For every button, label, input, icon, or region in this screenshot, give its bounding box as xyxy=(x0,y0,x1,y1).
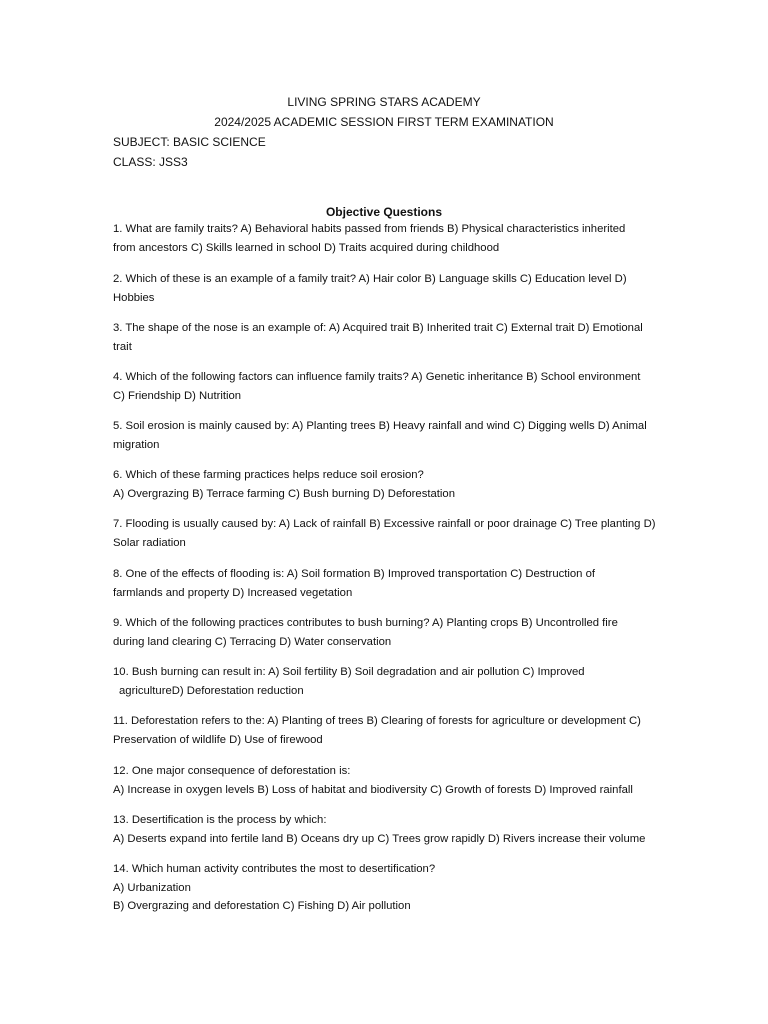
question-line: Solar radiation xyxy=(113,536,186,549)
question-line: A) Increase in oxygen levels B) Loss of habitat and biodiversity C) Growth of forests D) Improved rainfall xyxy=(113,783,633,796)
question-line: A) Deserts expand into fertile land B) Oceans dry up C) Trees grow rapidly D) Rivers increase their volume xyxy=(113,832,646,845)
question-3 xyxy=(113,319,648,356)
question-line: 3. The shape of the nose is an example of: A) Acquired trait B) Inherited trait C) External trait D) Emotional xyxy=(113,322,643,334)
question-1 xyxy=(113,220,648,257)
question-line: from ancestors C) Skills learned in school D) Traits acquired during childhood xyxy=(113,241,500,254)
question-2 xyxy=(113,270,648,307)
question-14 xyxy=(113,860,648,916)
question-13 xyxy=(113,811,648,848)
question-11 xyxy=(113,712,648,749)
question-line: 7. Flooding is usually caused by: A) Lack of rainfall B) Excessive rainfall or poor drainage C) Tree planting D) xyxy=(113,518,656,530)
question-line: migration xyxy=(113,438,160,451)
question-line: 9. Which of the following practices contributes to bush burning? A) Planting crops B) Uncontrolled fire xyxy=(113,617,618,629)
question-line: 2. Which of these is an example of a family trait? A) Hair color B) Language skills C) Education level D) xyxy=(113,273,627,285)
question-line: Hobbies xyxy=(113,291,155,304)
question-line: 6. Which of these farming practices helps reduce soil erosion? xyxy=(113,469,424,481)
question-7 xyxy=(113,515,656,552)
section-title: Objective Questions xyxy=(325,205,443,219)
question-line: 12. One major consequence of deforestation is: xyxy=(113,765,351,777)
question-line: A) Overgrazing B) Terrace farming C) Bush burning D) Deforestation xyxy=(113,487,455,500)
question-6 xyxy=(113,466,648,503)
question-line: 13. Desertification is the process by which: xyxy=(113,814,327,826)
question-10 xyxy=(113,663,648,700)
question-line: B) Overgrazing and deforestation C) Fishing D) Air pollution xyxy=(113,900,411,912)
question-line: A) Urbanization xyxy=(113,881,191,894)
question-line: 11. Deforestation refers to the: A) Planting of trees B) Clearing of forests for agriculture or development C) xyxy=(113,715,641,727)
class-line: CLASS: JSS3 xyxy=(113,155,188,169)
session-title: 2024/2025 ACADEMIC SESSION FIRST TERM EXAMINATION xyxy=(214,115,554,129)
question-line: 8. One of the effects of flooding is: A) Soil formation B) Improved transportation C) Destruction of xyxy=(113,568,596,580)
question-line: farmlands and property D) Increased vegetation xyxy=(113,586,353,599)
question-12 xyxy=(113,762,648,799)
question-5 xyxy=(113,417,648,454)
question-line: 14. Which human activity contributes the most to desertification? xyxy=(113,863,436,875)
question-line: 1. What are family traits? A) Behavioral habits passed from friends B) Physical characteristics inherited xyxy=(113,223,626,235)
question-line: Preservation of wildlife D) Use of firewood xyxy=(113,733,323,746)
question-9 xyxy=(113,614,648,651)
question-line: 5. Soil erosion is mainly caused by: A) Planting trees B) Heavy rainfall and wind C) Digging wells D) Animal xyxy=(113,420,647,432)
question-line: during land clearing C) Terracing D) Water conservation xyxy=(113,635,392,648)
question-4 xyxy=(113,368,648,405)
subject-line: SUBJECT: BASIC SCIENCE xyxy=(113,135,266,149)
school-name: LIVING SPRING STARS ACADEMY xyxy=(287,95,481,109)
question-line: agricultureD) Deforestation reduction xyxy=(119,684,304,697)
question-line: 4. Which of the following factors can influence family traits? A) Genetic inheritance B) School environment xyxy=(113,371,641,383)
question-line: C) Friendship D) Nutrition xyxy=(113,389,242,402)
question-8 xyxy=(113,565,648,602)
question-line: trait xyxy=(113,340,132,353)
question-line: 10. Bush burning can result in: A) Soil fertility B) Soil degradation and air pollution C) Improved xyxy=(113,666,585,678)
